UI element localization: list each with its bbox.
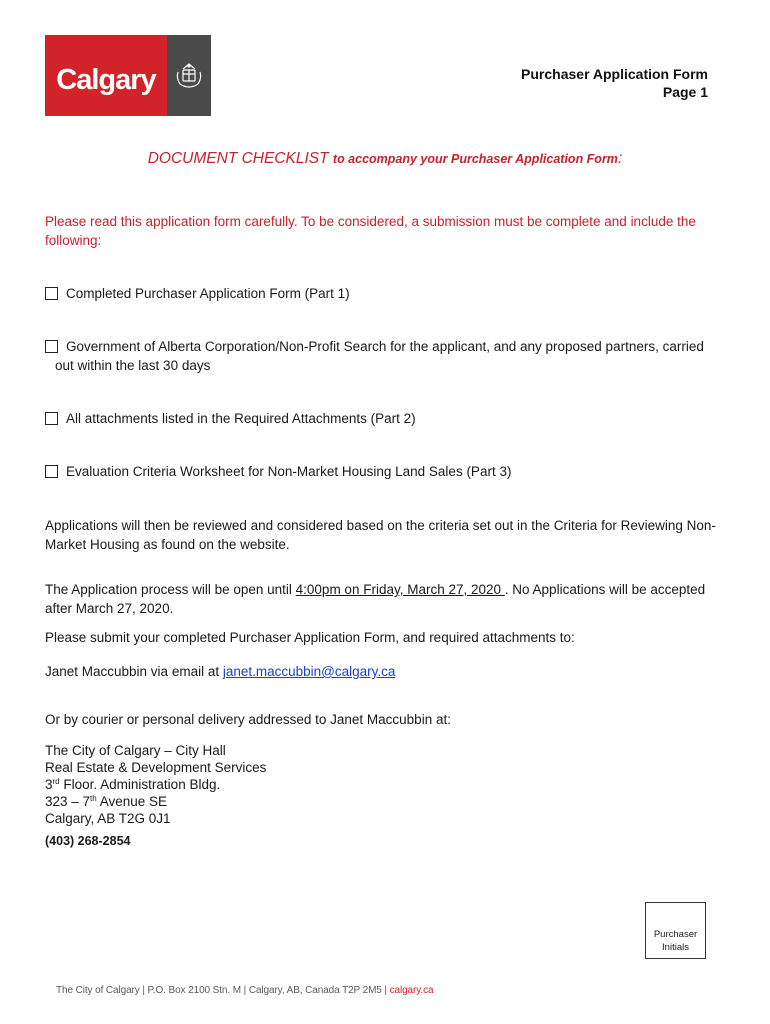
checkbox[interactable] xyxy=(45,340,58,353)
checklist-item xyxy=(45,337,735,375)
address-line: The City of Calgary – City Hall xyxy=(45,743,226,758)
logo-crest-block xyxy=(167,35,211,116)
checklist-heading-main: DOCUMENT CHECKLIST xyxy=(147,150,329,167)
checkbox[interactable] xyxy=(45,287,58,300)
checklist-item-label: Completed Purchaser Application Form (Part 1) xyxy=(66,286,350,301)
checklist-item xyxy=(45,284,735,303)
phone-number: (403) 268-2854 xyxy=(45,834,131,848)
floor-text: Floor. Administration Bldg. xyxy=(59,777,221,792)
deadline-paragraph xyxy=(45,580,735,618)
checklist-item-label: All attachments listed in the Required Attachments (Part 2) xyxy=(66,411,416,426)
checklist-item xyxy=(45,409,735,428)
floor-number: 3 xyxy=(45,777,53,792)
review-paragraph: Applications will then be reviewed and considered based on the criteria set out in the Criteria for Reviewing Non-Market Housing as found on the website. xyxy=(45,518,716,552)
initials-label: Purchaser xyxy=(653,929,698,940)
page-footer xyxy=(56,985,433,996)
checklist-item xyxy=(45,462,735,481)
form-title: Purchaser Application Form xyxy=(521,66,708,82)
deadline-prefix: The Application process will be open until xyxy=(45,582,296,597)
email-prefix: Janet Maccubbin via email at xyxy=(45,664,223,679)
calgary-logo xyxy=(45,35,211,116)
checkbox[interactable] xyxy=(45,412,58,425)
address-line: Real Estate & Development Services xyxy=(45,760,267,775)
street-name: Avenue SE xyxy=(96,794,168,809)
checklist-heading xyxy=(0,150,770,168)
footer-website: calgary.ca xyxy=(389,985,434,996)
logo-wordmark-block xyxy=(45,35,167,116)
intro-text: Please read this application form carefully. To be considered, a submission must be complete and include the following: xyxy=(45,214,696,248)
deadline-date: 4:00pm on Friday, March 27, 2020 xyxy=(295,582,505,597)
checklist-heading-colon: : xyxy=(617,150,623,167)
page-number: Page 1 xyxy=(662,84,708,100)
address-line xyxy=(45,793,445,810)
floor-suffix: rd xyxy=(52,777,60,786)
submit-paragraph: Please submit your completed Purchaser Application Form, and required attachments to: xyxy=(45,630,575,645)
city-crest-icon xyxy=(174,60,204,92)
checklist-item-label-cont: out within the last 30 days xyxy=(55,358,211,373)
email-paragraph xyxy=(45,662,735,681)
checklist-item-label: Evaluation Criteria Worksheet for Non-Market Housing Land Sales (Part 3) xyxy=(66,464,512,479)
logo-wordmark: Calgary xyxy=(56,64,156,96)
checklist-heading-sub: to accompany your Purchaser Application Form xyxy=(332,152,618,166)
footer-address: The City of Calgary | P.O. Box 2100 Stn. M | Calgary, AB, Canada T2P 2M5 | xyxy=(56,985,390,996)
initials-label: Initials xyxy=(662,942,689,953)
street-number: 323 – 7 xyxy=(45,794,91,809)
address-line: Calgary, AB T2G 0J1 xyxy=(45,811,171,826)
deadline-suffix: . No Applications will be accepted after March 27, 2020. xyxy=(45,582,706,616)
courier-paragraph: Or by courier or personal delivery addressed to Janet Maccubbin at: xyxy=(45,712,451,727)
form-title-block xyxy=(521,65,708,101)
checklist-item-label: Government of Alberta Corporation/Non-Profit Search for the applicant, and any proposed partners, carried xyxy=(66,339,704,354)
address-line xyxy=(45,776,445,793)
mailing-address xyxy=(45,742,445,827)
purchaser-initials-box[interactable] xyxy=(645,902,706,959)
checkbox[interactable] xyxy=(45,465,58,478)
email-link[interactable]: janet.maccubbin@calgary.ca xyxy=(222,664,396,679)
street-suffix: th xyxy=(90,794,97,803)
